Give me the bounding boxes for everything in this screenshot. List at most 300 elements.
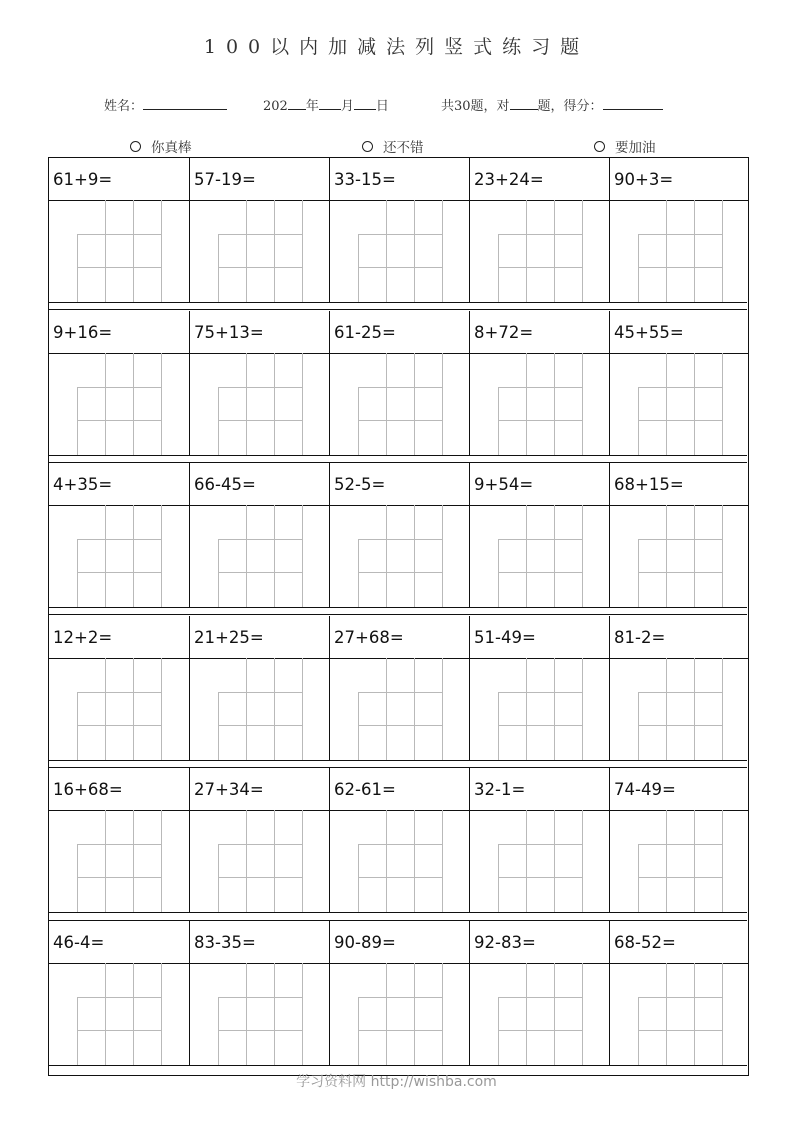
grid-line <box>414 810 415 912</box>
problem-text: 45+55= <box>614 322 684 342</box>
name-field <box>104 95 227 114</box>
grid-line <box>554 658 555 760</box>
year-blank[interactable] <box>288 95 306 110</box>
grid-line <box>105 810 106 912</box>
grid-line <box>498 539 582 540</box>
grid-line <box>133 200 134 302</box>
problem-text: 61+9= <box>53 170 113 189</box>
grid-line <box>218 844 219 912</box>
problem-text: 21+25= <box>194 627 264 647</box>
grid-line <box>246 658 247 760</box>
grid-line <box>133 963 134 1065</box>
rating-label: 要加油 <box>615 140 656 156</box>
row-separator <box>49 302 747 303</box>
grid-line <box>358 387 359 455</box>
problem-text: 90-89= <box>334 933 396 952</box>
grid-line <box>722 963 723 1065</box>
grid-line <box>554 810 555 912</box>
grid-line <box>274 353 275 455</box>
problem-cell <box>329 921 469 1065</box>
grid-line <box>133 353 134 455</box>
grid-line <box>526 810 527 912</box>
vertical-calc-grid[interactable] <box>470 810 610 912</box>
day-blank[interactable] <box>354 95 376 110</box>
grid-line <box>414 963 415 1065</box>
grid-line <box>358 692 359 760</box>
grid-line <box>666 810 667 912</box>
problem-cell <box>609 158 749 302</box>
grid-line <box>498 997 582 998</box>
grid-line <box>218 234 219 302</box>
grid-line <box>694 353 695 455</box>
grid-line <box>105 200 106 302</box>
grid-line <box>77 539 78 607</box>
grid-line <box>694 810 695 912</box>
problem-row <box>49 768 747 912</box>
grid-line <box>498 1030 582 1031</box>
grid-line <box>386 810 387 912</box>
problem-text: 23+24= <box>474 170 544 189</box>
row-separator <box>49 912 747 913</box>
vertical-calc-grid[interactable] <box>470 353 610 455</box>
grid-line <box>274 658 275 760</box>
grid-line <box>498 725 582 726</box>
problem-row <box>49 921 747 1065</box>
problem-cell <box>189 463 329 607</box>
radio-circle-icon <box>362 141 373 152</box>
grid-line <box>582 505 583 607</box>
grid-line <box>442 963 443 1065</box>
grid-line <box>358 877 442 878</box>
vertical-calc-grid[interactable] <box>330 200 470 302</box>
grid-line <box>638 572 722 573</box>
grid-line <box>638 267 722 268</box>
grid-line <box>638 1030 722 1031</box>
problem-text: 57-19= <box>194 170 256 189</box>
grid-line <box>638 844 639 912</box>
grid-line <box>666 658 667 760</box>
problem-text: 27+68= <box>334 627 404 647</box>
grid-line <box>77 844 78 912</box>
grid-line <box>246 810 247 912</box>
problem-text: 75+13= <box>194 322 264 342</box>
grid-line <box>582 963 583 1065</box>
problem-cell <box>329 616 469 760</box>
vertical-calc-grid[interactable] <box>610 353 750 455</box>
problem-text: 16+68= <box>53 780 123 800</box>
grid-line <box>722 810 723 912</box>
grid-line <box>526 505 527 607</box>
vertical-calc-grid[interactable] <box>190 200 330 302</box>
vertical-calc-grid[interactable] <box>190 658 330 760</box>
problem-text: 92-83= <box>474 933 536 952</box>
grid-line <box>358 1030 442 1031</box>
problem-text: 83-35= <box>194 933 256 952</box>
problem-cell <box>329 311 469 455</box>
grid-line <box>161 505 162 607</box>
problem-row <box>49 158 747 302</box>
grid-line <box>638 725 722 726</box>
grid-line <box>358 420 442 421</box>
grid-line <box>358 539 359 607</box>
grid-line <box>218 844 302 845</box>
grid-line <box>638 692 639 760</box>
vertical-calc-grid[interactable] <box>330 963 470 1065</box>
problem-text: 61-25= <box>334 322 396 342</box>
grid-line <box>358 539 442 540</box>
grid-line <box>554 963 555 1065</box>
grid-line <box>386 963 387 1065</box>
grid-line <box>386 505 387 607</box>
grid-line <box>246 353 247 455</box>
problem-text: 8+72= <box>474 322 534 342</box>
vertical-calc-grid[interactable] <box>49 810 189 912</box>
grid-line <box>358 234 442 235</box>
problem-cell <box>329 463 469 607</box>
problem-cell <box>469 616 609 760</box>
worksheet <box>48 157 749 1076</box>
grid-line <box>526 963 527 1065</box>
grid-line <box>161 353 162 455</box>
grid-line <box>414 200 415 302</box>
grid-line <box>638 420 722 421</box>
grid-line <box>442 810 443 912</box>
grid-line <box>694 505 695 607</box>
vertical-calc-grid[interactable] <box>190 505 330 607</box>
row-separator <box>49 455 747 456</box>
vertical-calc-grid[interactable] <box>190 963 330 1065</box>
grid-line <box>133 505 134 607</box>
grid-line <box>77 1030 161 1031</box>
grid-line <box>77 267 161 268</box>
grid-line <box>414 658 415 760</box>
problem-cell <box>469 768 609 912</box>
vertical-calc-grid[interactable] <box>190 353 330 455</box>
grid-line <box>414 353 415 455</box>
problem-cell <box>609 616 749 760</box>
grid-line <box>77 420 161 421</box>
vertical-calc-grid[interactable] <box>190 810 330 912</box>
grid-line <box>442 200 443 302</box>
grid-line <box>498 234 499 302</box>
grid-line <box>498 387 582 388</box>
grid-line <box>77 692 78 760</box>
grid-line <box>442 658 443 760</box>
grid-line <box>694 963 695 1065</box>
grid-line <box>77 234 161 235</box>
grid-line <box>666 200 667 302</box>
vertical-calc-grid[interactable] <box>330 658 470 760</box>
correct-blank[interactable] <box>510 95 538 110</box>
problem-text: 51-49= <box>474 627 536 647</box>
problem-cell <box>49 768 189 912</box>
problem-text: 62-61= <box>334 780 396 800</box>
radio-circle-icon <box>594 141 605 152</box>
grid-line <box>77 877 161 878</box>
problem-row <box>49 463 747 607</box>
grid-line <box>218 539 219 607</box>
problem-text: 9+54= <box>474 475 534 495</box>
grid-line <box>105 658 106 760</box>
grid-line <box>77 997 161 998</box>
grid-line <box>358 692 442 693</box>
grid-line <box>274 200 275 302</box>
problem-row <box>49 311 747 455</box>
row-separator <box>49 760 747 761</box>
grid-line <box>638 234 722 235</box>
grid-line <box>218 725 302 726</box>
grid-line <box>358 997 359 1065</box>
problem-text: 52-5= <box>334 475 386 495</box>
grid-line <box>161 658 162 760</box>
count-suffix: 题，得分： <box>537 99 603 114</box>
grid-line <box>218 1030 302 1031</box>
vertical-calc-grid[interactable] <box>470 658 610 760</box>
problem-text: 27+34= <box>194 780 264 800</box>
problem-cell <box>469 921 609 1065</box>
grid-line <box>302 658 303 760</box>
problem-text: 81-2= <box>614 627 666 647</box>
grid-line <box>414 505 415 607</box>
grid-line <box>638 877 722 878</box>
grid-line <box>582 353 583 455</box>
count-prefix: 共30题，对 <box>441 99 510 114</box>
grid-line <box>582 810 583 912</box>
vertical-calc-grid[interactable] <box>610 963 750 1065</box>
grid-line <box>77 387 161 388</box>
grid-line <box>638 844 722 845</box>
vertical-calc-grid[interactable] <box>470 505 610 607</box>
grid-line <box>77 572 161 573</box>
grid-line <box>274 810 275 912</box>
problem-text: 74-49= <box>614 780 676 800</box>
row-separator <box>49 1065 747 1066</box>
problem-text: 33-15= <box>334 170 396 189</box>
grid-line <box>638 539 722 540</box>
grid-line <box>638 387 722 388</box>
grid-line <box>218 267 302 268</box>
grid-line <box>358 267 442 268</box>
grid-line <box>526 353 527 455</box>
grid-line <box>498 572 582 573</box>
vertical-calc-grid[interactable] <box>330 810 470 912</box>
problem-cell <box>49 463 189 607</box>
grid-line <box>133 658 134 760</box>
vertical-calc-grid[interactable] <box>610 200 750 302</box>
grid-line <box>498 877 582 878</box>
grid-line <box>77 234 78 302</box>
grid-line <box>638 997 639 1065</box>
grid-line <box>498 692 582 693</box>
problem-cell <box>609 768 749 912</box>
rating-label: 你真棒 <box>151 140 192 156</box>
grid-line <box>358 997 442 998</box>
score-field <box>441 95 663 114</box>
grid-line <box>133 810 134 912</box>
grid-line <box>302 505 303 607</box>
grid-line <box>161 200 162 302</box>
vertical-calc-grid[interactable] <box>49 200 189 302</box>
grid-line <box>274 963 275 1065</box>
problem-text: 32-1= <box>474 780 526 800</box>
grid-line <box>358 844 442 845</box>
vertical-calc-grid[interactable] <box>330 353 470 455</box>
year-prefix: 202 <box>263 99 288 114</box>
grid-line <box>386 200 387 302</box>
problem-cell <box>189 616 329 760</box>
problem-cell <box>609 921 749 1065</box>
grid-line <box>638 692 722 693</box>
grid-line <box>218 692 302 693</box>
grid-line <box>246 200 247 302</box>
grid-line <box>218 539 302 540</box>
grid-line <box>358 844 359 912</box>
problem-cell <box>469 311 609 455</box>
grid-line <box>218 877 302 878</box>
grid-line <box>77 387 78 455</box>
grid-line <box>302 353 303 455</box>
vertical-calc-grid[interactable] <box>330 505 470 607</box>
vertical-calc-grid[interactable] <box>470 963 610 1065</box>
grid-line <box>105 505 106 607</box>
problem-cell <box>189 158 329 302</box>
grid-line <box>554 505 555 607</box>
footer-watermark: 学习资料网 http://wishba.com <box>296 1074 497 1090</box>
problem-text: 12+2= <box>53 627 113 647</box>
problem-cell <box>329 158 469 302</box>
grid-line <box>77 844 161 845</box>
grid-line <box>498 692 499 760</box>
problem-cell <box>609 311 749 455</box>
problem-row <box>49 616 747 760</box>
grid-line <box>302 810 303 912</box>
vertical-calc-grid[interactable] <box>610 658 750 760</box>
vertical-calc-grid[interactable] <box>49 963 189 1065</box>
problem-cell <box>329 768 469 912</box>
problem-text: 66-45= <box>194 475 256 495</box>
rating-option-3[interactable] <box>594 136 656 156</box>
grid-line <box>722 353 723 455</box>
grid-line <box>498 997 499 1065</box>
vertical-calc-grid[interactable] <box>610 810 750 912</box>
grid-line <box>526 658 527 760</box>
grid-line <box>722 200 723 302</box>
grid-line <box>498 844 582 845</box>
day-label: 日 <box>375 99 389 114</box>
grid-line <box>218 997 219 1065</box>
problem-cell <box>189 921 329 1065</box>
grid-line <box>77 692 161 693</box>
grid-line <box>358 387 442 388</box>
problem-text: 68+15= <box>614 475 684 495</box>
grid-line <box>386 658 387 760</box>
grid-line <box>161 810 162 912</box>
rating-option-2[interactable] <box>362 136 424 156</box>
vertical-calc-grid[interactable] <box>49 505 189 607</box>
grid-line <box>498 387 499 455</box>
problem-cell <box>189 311 329 455</box>
grid-line <box>498 420 582 421</box>
grid-line <box>554 200 555 302</box>
grid-line <box>582 200 583 302</box>
grid-line <box>498 234 582 235</box>
grid-line <box>582 658 583 760</box>
problem-text: 90+3= <box>614 170 674 189</box>
grid-line <box>694 200 695 302</box>
rating-option-1[interactable] <box>130 136 192 156</box>
grid-line <box>218 234 302 235</box>
grid-line <box>302 200 303 302</box>
grid-line <box>498 844 499 912</box>
grid-line <box>358 572 442 573</box>
grid-line <box>638 539 639 607</box>
grid-line <box>722 658 723 760</box>
problem-cell <box>49 616 189 760</box>
month-label: 月 <box>340 99 354 114</box>
rating-label: 还不错 <box>383 140 424 156</box>
grid-line <box>442 505 443 607</box>
grid-line <box>442 353 443 455</box>
problem-cell <box>49 921 189 1065</box>
grid-line <box>638 234 639 302</box>
grid-line <box>638 387 639 455</box>
problem-cell <box>469 463 609 607</box>
grid-line <box>218 420 302 421</box>
grid-line <box>105 353 106 455</box>
month-blank[interactable] <box>319 95 341 110</box>
page-title: 100以内加减法列竖式练习题 <box>203 36 590 58</box>
problem-cell <box>49 158 189 302</box>
grid-line <box>666 963 667 1065</box>
grid-line <box>218 387 302 388</box>
grid-line <box>498 267 582 268</box>
problem-text: 4+35= <box>53 475 113 495</box>
vertical-calc-grid[interactable] <box>470 200 610 302</box>
grid-line <box>77 725 161 726</box>
date-field <box>263 95 389 114</box>
grid-line <box>386 353 387 455</box>
grid-line <box>498 539 499 607</box>
vertical-calc-grid[interactable] <box>610 505 750 607</box>
grid-line <box>246 963 247 1065</box>
name-blank[interactable] <box>143 95 227 110</box>
grid-line <box>554 353 555 455</box>
grid-line <box>218 387 219 455</box>
grid-line <box>218 572 302 573</box>
grid-line <box>161 963 162 1065</box>
grid-line <box>105 963 106 1065</box>
score-blank[interactable] <box>603 95 663 110</box>
problem-text: 46-4= <box>53 933 105 952</box>
grid-line <box>638 997 722 998</box>
grid-line <box>666 505 667 607</box>
grid-line <box>722 505 723 607</box>
grid-line <box>77 997 78 1065</box>
grid-line <box>358 234 359 302</box>
problem-cell <box>469 158 609 302</box>
vertical-calc-grid[interactable] <box>49 353 189 455</box>
vertical-calc-grid[interactable] <box>49 658 189 760</box>
problem-cell <box>609 463 749 607</box>
radio-circle-icon <box>130 141 141 152</box>
name-label: 姓名： <box>104 99 144 114</box>
year-label: 年 <box>305 99 319 114</box>
grid-line <box>274 505 275 607</box>
grid-line <box>666 353 667 455</box>
grid-line <box>218 692 219 760</box>
problem-cell <box>189 768 329 912</box>
grid-line <box>694 658 695 760</box>
